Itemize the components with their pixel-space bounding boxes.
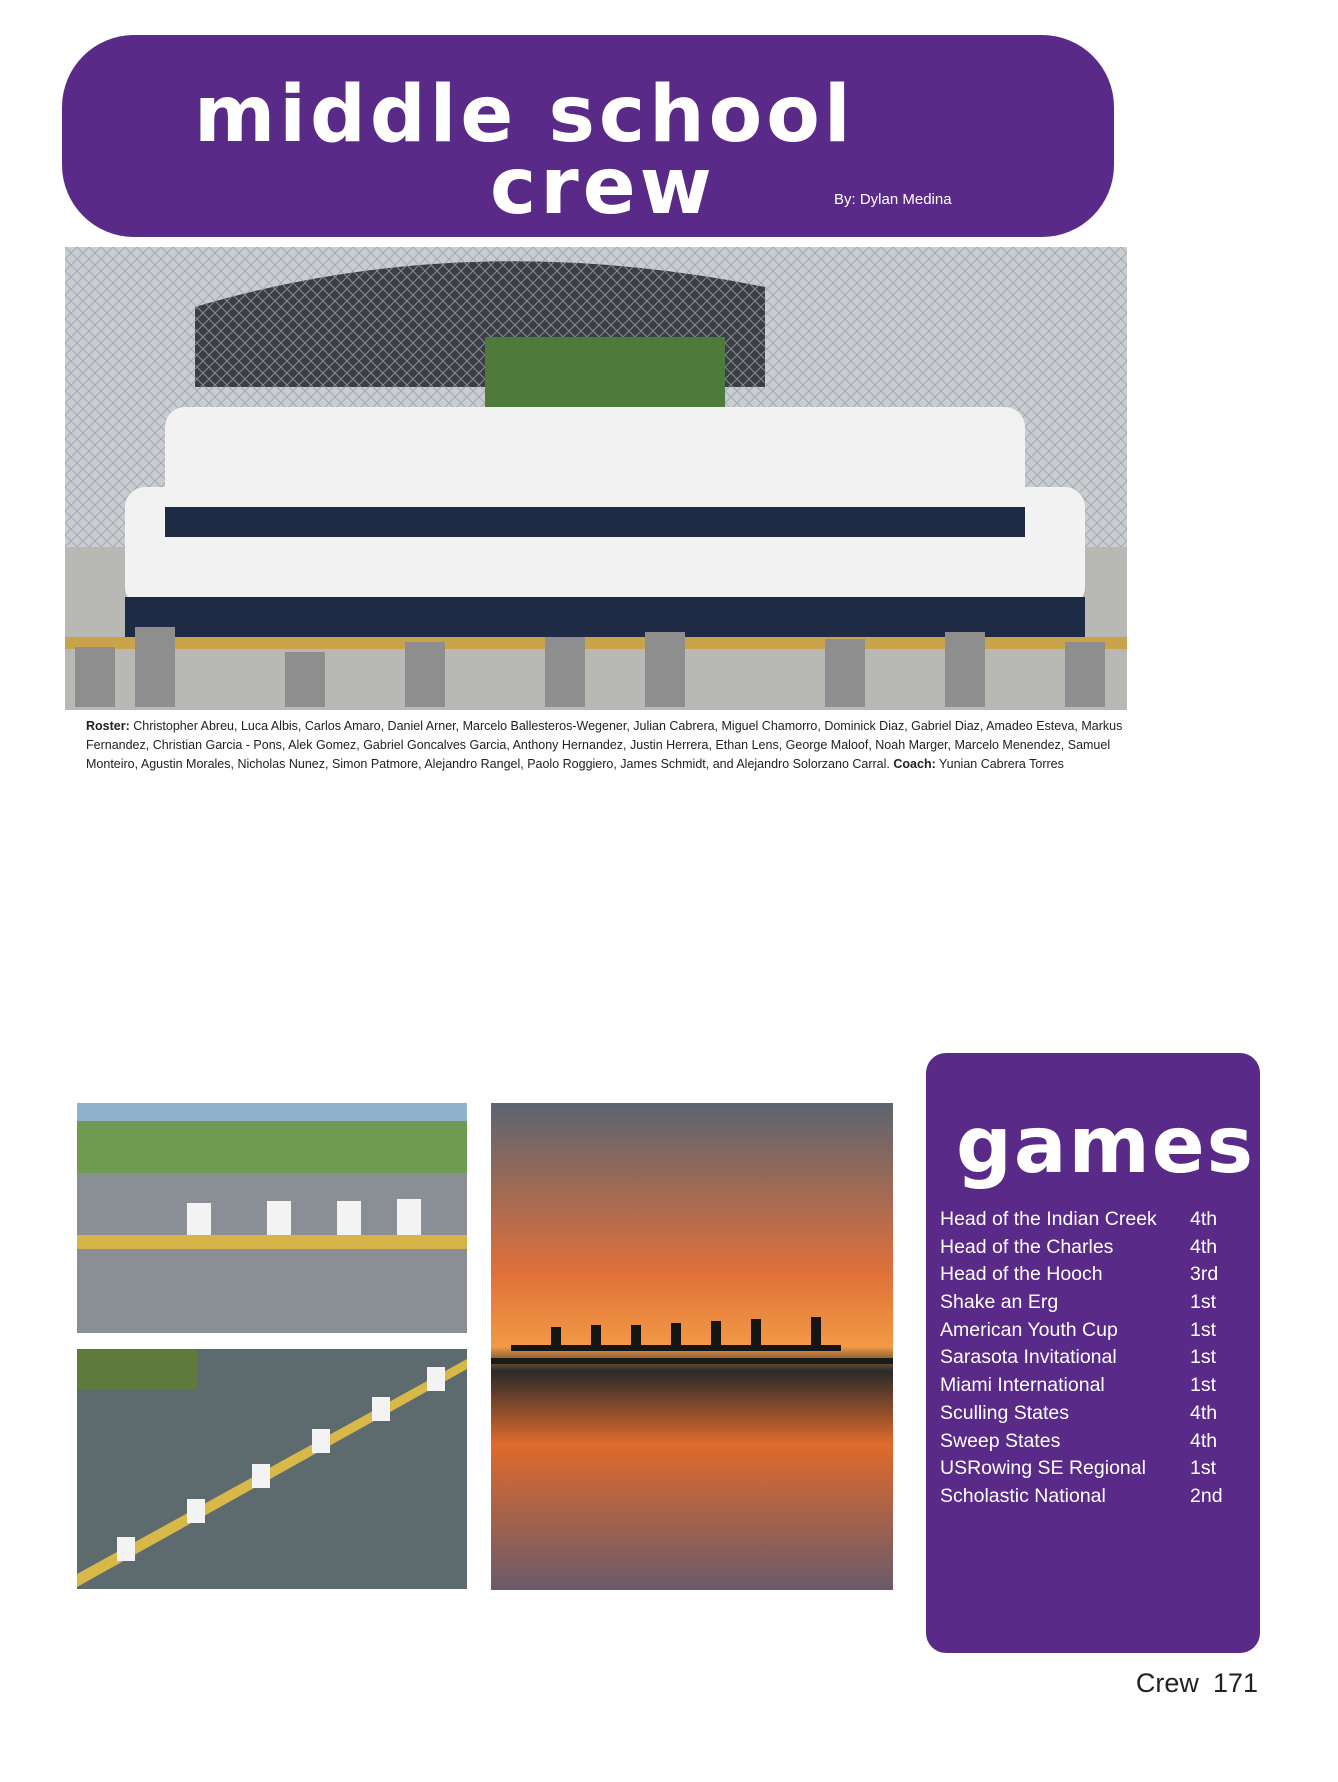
result-row [940,1402,1240,1430]
footer-section: Crew [1135,1668,1199,1698]
result-place: 4th [1190,1208,1218,1230]
page-title-line2: crew [490,142,716,232]
result-event: Shake an Erg [940,1291,1059,1314]
coach-name: Yunian Cabrera Torres [939,757,1064,771]
result-event: Sculling States [940,1401,1069,1424]
result-place: 4th [1190,1429,1218,1452]
roster-names: Christopher Abreu, Luca Albis, Carlos Amaro, Daniel Arner, Marcelo Ballesteros-Wegener, Julian Cabrera, Miguel Chamorro, Dominick Diaz, Gabriel Diaz, Amadeo Esteva, Markus Fernandez, Christian Garcia - Pons, Alek Gomez, Gabriel Goncalves Garcia, Anthony Hernandez, Justin Herrera, Ethan Lens, George Maloof, Noah Marger, Marcelo Menendez, Samuel Monteiro, Agustin Morales, Nicholas Nunez, Simon Patmore, Alejandro Rangel, Paolo Roggiero, James Schmidt, and Alejandro Solorzano Carral. [86,719,1123,771]
header-banner [62,35,1114,237]
result-row [940,1291,1240,1319]
result-event: Scholastic National [940,1484,1106,1507]
result-row [940,1236,1240,1264]
result-event: Head of the Charles [940,1235,1114,1258]
result-place: 2nd [1190,1484,1223,1507]
result-row [940,1208,1240,1236]
page-number: 171 [1212,1668,1258,1698]
result-event: USRowing SE Regional [940,1457,1146,1480]
result-row [940,1430,1240,1458]
games-title: games [956,1101,1256,1191]
result-place: 1st [1190,1318,1217,1341]
result-row [940,1263,1240,1291]
roster-caption [86,717,1146,774]
roster-label: Roster: [86,719,130,733]
page-footer [1136,1668,1258,1699]
result-event: Sweep States [940,1429,1061,1452]
result-row [940,1485,1240,1513]
coach-label: Coach: [893,757,936,771]
result-place: 4th [1190,1401,1218,1424]
result-row [940,1374,1240,1402]
games-panel [926,1053,1260,1653]
result-row [940,1346,1240,1374]
result-event: Head of the Indian Creek [940,1208,1157,1230]
sunset-rowing-photo [491,1103,893,1590]
result-event: American Youth Cup [940,1318,1118,1341]
team-photo [65,247,1127,710]
result-row [940,1319,1240,1347]
rowing-photo-2 [77,1349,467,1589]
result-event: Miami International [940,1374,1105,1397]
result-place: 4th [1190,1235,1218,1258]
result-place: 1st [1190,1346,1217,1369]
result-place: 3rd [1190,1263,1219,1286]
result-row [940,1457,1240,1485]
result-event: Sarasota Invitational [940,1346,1117,1369]
rowing-photo-1 [77,1103,467,1333]
result-place: 1st [1190,1374,1217,1397]
result-place: 1st [1190,1291,1217,1314]
results-list [940,1208,1240,1513]
byline: By: Dylan Medina [834,191,952,208]
page-title-line1: middle school [194,70,855,160]
result-place: 1st [1190,1457,1217,1480]
result-event: Head of the Hooch [940,1263,1103,1286]
